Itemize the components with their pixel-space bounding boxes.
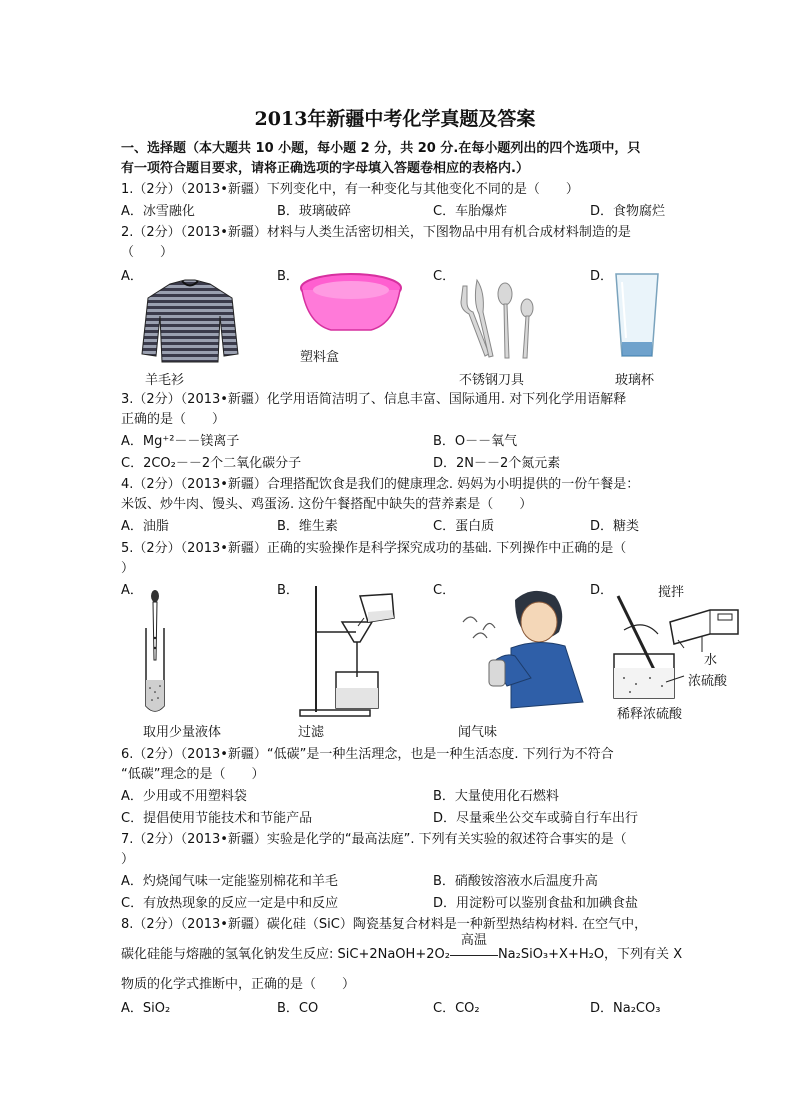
smelling-gas-image: [455, 582, 595, 720]
q8-stem-line2: [121, 933, 683, 964]
q8-equation-products: Na₂SiO₃+X+H₂O，下列有关 X: [497, 947, 683, 962]
q5-stem-cont: ）: [121, 561, 135, 576]
q3-option-b: B．O－－氧气: [433, 434, 518, 449]
q5-caption-b: 过滤: [298, 725, 325, 740]
q3-option-a: A．Mg⁺²－－镁离子: [121, 434, 240, 449]
page-title: 2013年新疆中考化学真题及答案: [254, 108, 536, 130]
section-instructions-line2: 有一项符合题目要求，请将正确选项的字母填入答题卷相应的表格内.）: [121, 161, 529, 176]
q5-caption-c: 闻气味: [458, 725, 498, 740]
plastic-basin-image: [296, 268, 406, 338]
q8-option-b: B．CO: [277, 1001, 319, 1016]
q5-label-stir: 搅拌: [658, 585, 685, 600]
q1-option-b: B．玻璃破碎: [277, 204, 351, 219]
q6-option-b: B．大量使用化石燃料: [433, 789, 559, 804]
q4-option-d: D．糖类: [590, 519, 640, 534]
q4-stem: 4.（2分）（2013•新疆）合理搭配饮食是我们的健康理念. 妈妈为小明提供的一份午餐是：: [121, 477, 640, 492]
q4-option-b: B．维生素: [277, 519, 338, 534]
q6-option-a: A．少用或不用塑料袋: [121, 789, 247, 804]
q7-stem: 7.（2分）（2013•新疆）实验是化学的“最高法庭”. 下列有关实验的叙述符合事实的是（: [121, 832, 627, 847]
q7-option-d: D．用淀粉可以鉴别食盐和加碘食盐: [433, 896, 639, 911]
q2-stem-cont: （ ）: [121, 245, 174, 260]
q8-stem-line3: 物质的化学式推断中，正确的是（ ）: [121, 977, 356, 992]
dropper-testtube-image: [140, 588, 170, 718]
q6-option-d: D．尽量乘坐公交车或骑自行车出行: [433, 811, 639, 826]
q2-caption-b: 塑料盒: [300, 350, 340, 365]
q1-stem: 1.（2分）（2013•新疆）下列变化中，有一种变化与其他变化不同的是（ ）: [121, 182, 579, 197]
sweater-image: [140, 276, 240, 366]
q5-letter-a: A．: [121, 583, 143, 598]
q4-option-a: A．油脂: [121, 519, 169, 534]
q8-option-a: A．SiO₂: [121, 1001, 171, 1016]
q1-option-d: D．食物腐烂: [590, 204, 666, 219]
q5-letter-b: B．: [277, 583, 299, 598]
q8-reaction-arrow: [450, 933, 498, 964]
q1-option-c: C．车胎爆炸: [433, 204, 508, 219]
q8-option-d: D．Na₂CO₃: [590, 1001, 661, 1016]
q7-option-a: A．灼烧闻气味一定能鉴别棉花和羊毛: [121, 874, 338, 889]
q2-caption-d: 玻璃杯: [615, 373, 655, 388]
q2-letter-d: D．: [590, 269, 614, 284]
q2-letter-b: B．: [277, 269, 299, 284]
q7-option-b: B．硝酸铵溶液水后温度升高: [433, 874, 598, 889]
q5-label-acid: 浓硫酸: [688, 674, 728, 689]
q5-label-water: 水: [704, 653, 718, 668]
q3-stem-cont: 正确的是（ ）: [121, 412, 226, 427]
q5-caption-d: 稀释浓硫酸: [617, 707, 683, 722]
q5-letter-c: C．: [433, 583, 456, 598]
q7-option-c: C．有放热现象的反应一定是中和反应: [121, 896, 339, 911]
q2-caption-c: 不锈钢刀具: [459, 373, 525, 388]
q2-letter-a: A．: [121, 269, 143, 284]
stainless-cutlery-image: [455, 272, 545, 362]
q2-caption-a: 羊毛衫: [145, 373, 185, 388]
section-instructions-line1: 一、选择题（本大题共 10 小题，每小题 2 分，共 20 分.在每小题列出的四个选项中，只: [121, 141, 641, 156]
q3-option-c: C．2CO₂－－2个二氧化碳分子: [121, 456, 302, 471]
q8-equation-reactants: 碳化硅能与熔融的氢氧化钠发生反应: SiC+2NaOH+2O₂: [121, 947, 450, 962]
q8-condition-label: 高温: [460, 933, 487, 948]
q3-stem: 3.（2分）（2013•新疆）化学用语简洁明了、信息丰富、国际通用. 对下列化学用语解释: [121, 392, 627, 407]
q5-letter-d: D．: [590, 583, 614, 598]
q3-option-d: D．2N－－2个氮元素: [433, 456, 561, 471]
q8-stem: 8.（2分）（2013•新疆）碳化硅（SiC）陶瓷基复合材料是一种新型热结构材料. 在空气中，: [121, 917, 648, 932]
q2-stem: 2.（2分）（2013•新疆）材料与人类生活密切相关，下图物品中用有机合成材料制造的是: [121, 225, 631, 240]
q1-option-a: A．冰雪融化: [121, 204, 195, 219]
q2-letter-c: C．: [433, 269, 456, 284]
q5-stem: 5.（2分）（2013•新疆）正确的实验操作是科学探究成功的基础. 下列操作中正确的是（: [121, 541, 627, 556]
filtration-apparatus-image: [296, 582, 406, 722]
q4-option-c: C．蛋白质: [433, 519, 495, 534]
q6-stem: 6.（2分）（2013•新疆）“低碳”是一种生活理念，也是一种生活态度. 下列行为不符合: [121, 747, 614, 762]
q5-caption-a: 取用少量液体: [143, 725, 222, 740]
q6-stem-cont: “低碳”理念的是（ ）: [121, 767, 265, 782]
glass-cup-image: [612, 272, 662, 362]
q8-option-c: C．CO₂: [433, 1001, 480, 1016]
q6-option-c: C．提倡使用节能技术和节能产品: [121, 811, 313, 826]
q4-stem-cont: 米饭、炒牛肉、馒头、鸡蛋汤. 这份午餐搭配中缺失的营养素是（ ）: [121, 497, 533, 512]
q7-stem-cont: ）: [121, 852, 135, 867]
